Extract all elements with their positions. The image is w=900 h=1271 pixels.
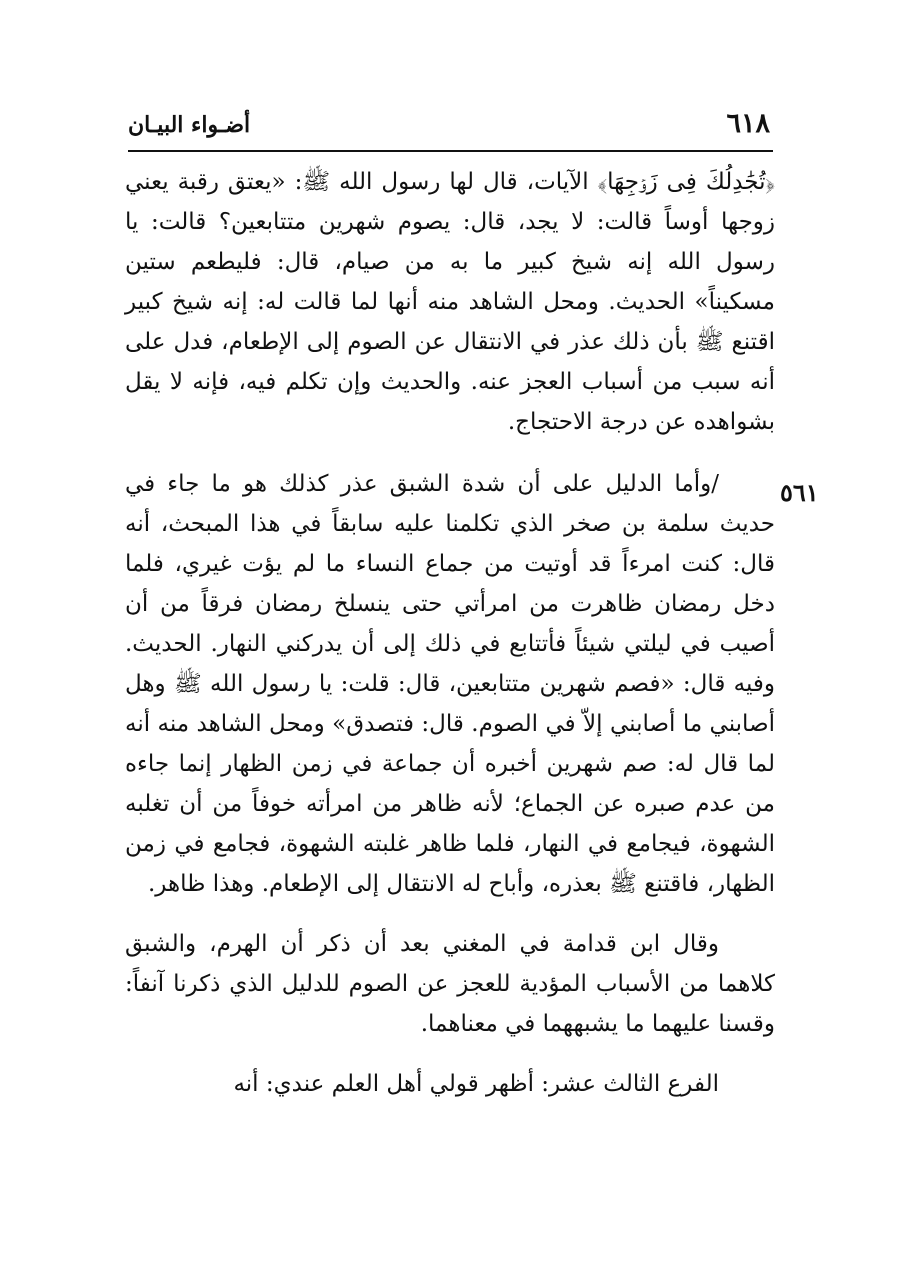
body-text xyxy=(125,162,775,1104)
paragraph-1: ﴿تُجَٰدِلُكَ فِى زَوۡجِهَا﴾ الآيات، قال لها رسول الله ﷺ: «يعتق رقبة يعني زوجها أوساً قالت: لا يجد، قال: يصوم شهرين متتابعين؟ قالت: يا رسول الله إنه شيخ كبير ما به من صيام، قال: فليطعم ستين مسكيناً» الحديث. ومحل الشاهد منه أنها لما قالت له: إنه شيخ كبير اقتنع ﷺ بأن ذلك عذر في الانتقال عن الصوم إلى الإطعام، فدل على أنه سبب من أسباب العجز عنه. والحديث وإن تكلم فيه، فإنه لا يقل بشواهده عن درجة الاحتجاج. xyxy=(125,169,775,435)
paragraph-3: وقال ابن قدامة في المغني بعد أن ذكر أن الهرم، والشبق كلاهما من الأسباب المؤدية للعجز عن الصوم للدليل الذي ذكرنا آنفاً: وقسنا عليهما ما يشبههما في معناهما. xyxy=(125,931,776,1037)
header-rule xyxy=(128,150,773,152)
margin-page-reference: ٥٦١ xyxy=(780,478,819,507)
paragraph-2: /وأما الدليل على أن شدة الشبق عذر كذلك هو ما جاء في حديث سلمة بن صخر الذي تكلمنا عليه سابقاً في هذا المبحث، أنه قال: كنت امرءاً قد أوتيت من جماع النساء ما لم يؤت غيري، فلما دخل رمضان ظاهرت من امرأتي حتى ينسلخ رمضان فرقاً من أن أصيب في ليلتي شيئاً فأتتابع في ذلك إلى أن يدركني النهار. الحديث. وفيه قال: «فصم شهرين متتابعين، قال: قلت: يا رسول الله ﷺ وهل أصابني ما أصابني إلاّ في الصوم. قال: فتصدق» ومحل الشاهد منه أنه لما قال له: صم شهرين أخبره أن جماعة في زمن الظهار إنما جاءه من عدم صبره عن الجماع؛ لأنه ظاهر من امرأته خوفاً من أن تغلبه الشهوة، فيجامع في النهار، فلما ظاهر غلبته الشهوة، فجامع في زمن الظهار، فاقتنع ﷺ بعذره، وأباح له الانتقال إلى الإطعام. وهذا ظاهر. xyxy=(125,471,775,897)
page-header xyxy=(128,108,770,148)
paragraph-4: الفرع الثالث عشر: أظهر قولي أهل العلم عندي: أنه xyxy=(233,1071,719,1097)
page-number: ٦١٨ xyxy=(726,108,770,139)
running-title: أضـواء البيـان xyxy=(128,112,251,138)
